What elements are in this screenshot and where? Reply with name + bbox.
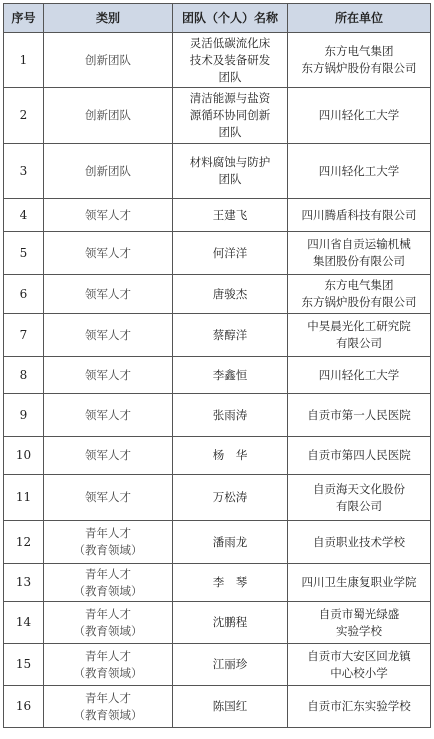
cell-name — [173, 437, 288, 475]
cell-name-line: 杨 华 — [212, 448, 248, 462]
cell-name — [173, 475, 288, 521]
cell-name — [173, 275, 288, 314]
cell-name-line: 蔡醇洋 — [212, 327, 248, 342]
table-row — [4, 686, 431, 728]
cell-name-line: 源循环协同创新 — [189, 108, 271, 122]
cell-name — [173, 602, 288, 644]
cell-category-line: 创新团队 — [85, 108, 131, 122]
cell-category-line: 领军人才 — [85, 407, 131, 422]
cell-category — [44, 394, 173, 437]
cell-no: 7 — [4, 314, 44, 357]
table-row — [4, 644, 431, 686]
cell-category-line: （教育领域） — [73, 707, 143, 722]
cell-category — [44, 199, 173, 232]
table-row — [4, 199, 431, 232]
cell-name-line: 王建飞 — [212, 207, 248, 222]
cell-category-line: 领军人才 — [85, 286, 131, 301]
cell-name-line: 技术及装备研发 — [189, 52, 271, 67]
cell-unit — [288, 199, 431, 232]
table-row — [4, 88, 431, 144]
cell-no: 2 — [4, 88, 44, 144]
cell-name-line: 沈鹏程 — [212, 615, 248, 629]
cell-unit-line: 四川轻化工大学 — [318, 163, 400, 178]
cell-category-line: （教育领域） — [73, 623, 143, 638]
cell-category-line: 创新团队 — [85, 52, 131, 67]
cell-category-line: 青年人才 — [85, 566, 131, 581]
cell-unit — [288, 394, 431, 437]
cell-name — [173, 314, 288, 357]
cell-unit-line: 自贡海天文化股份 — [313, 481, 405, 496]
cell-no: 4 — [4, 199, 44, 232]
table-row — [4, 275, 431, 314]
cell-category-line: 领军人才 — [85, 207, 131, 222]
cell-category — [44, 357, 173, 394]
header-unit: 所在单位 — [288, 4, 431, 33]
cell-no: 11 — [4, 475, 44, 521]
cell-name-line: 清洁能源与盐资 — [189, 91, 271, 105]
cell-category — [44, 144, 173, 199]
cell-unit-line: 实验学校 — [336, 623, 382, 638]
cell-unit — [288, 314, 431, 357]
cell-name-line: 团队 — [218, 172, 242, 186]
cell-name-line: 团队 — [218, 69, 242, 84]
cell-unit — [288, 88, 431, 144]
cell-unit-line: 有限公司 — [336, 336, 382, 350]
cell-no: 12 — [4, 521, 44, 564]
cell-unit — [288, 475, 431, 521]
cell-name-line: 陈国红 — [212, 699, 248, 713]
cell-category — [44, 232, 173, 275]
cell-category-line: 青年人才 — [85, 648, 131, 663]
table-container — [3, 3, 431, 728]
cell-unit-line: 东方锅炉股份有限公司 — [301, 61, 417, 75]
cell-unit-line: 东方电气集团 — [324, 278, 394, 292]
cell-no: 13 — [4, 564, 44, 602]
cell-category — [44, 602, 173, 644]
cell-no: 8 — [4, 357, 44, 394]
cell-name-line: 团队 — [218, 125, 242, 139]
cell-category — [44, 564, 173, 602]
cell-category-line: 创新团队 — [85, 163, 131, 178]
cell-unit-line: 东方锅炉股份有限公司 — [301, 295, 417, 309]
cell-category-line: 领军人才 — [85, 327, 131, 342]
cell-unit-line: 自贡市大安区回龙镇 — [307, 648, 411, 663]
cell-category-line: 青年人才 — [85, 606, 131, 621]
cell-no: 16 — [4, 686, 44, 728]
cell-no: 15 — [4, 644, 44, 686]
cell-unit — [288, 144, 431, 199]
cell-unit-line: 自贡市第四人民医院 — [307, 448, 411, 462]
cell-category-line: 青年人才 — [85, 526, 131, 540]
header-name: 团队（个人）名称 — [173, 4, 288, 33]
table-row — [4, 394, 431, 437]
cell-no: 3 — [4, 144, 44, 199]
cell-unit-line: 四川卫生康复职业学院 — [301, 575, 417, 589]
cell-category-line: 领军人才 — [85, 245, 131, 260]
cell-category — [44, 686, 173, 728]
cell-name-line: 李鑫恒 — [212, 367, 248, 382]
cell-unit-line: 四川腾盾科技有限公司 — [301, 207, 417, 222]
cell-category-line: 青年人才 — [85, 690, 131, 705]
cell-name — [173, 686, 288, 728]
cell-name — [173, 564, 288, 602]
table-row — [4, 521, 431, 564]
cell-unit-line: 四川轻化工大学 — [318, 367, 400, 382]
header-no: 序号 — [4, 4, 44, 33]
cell-unit — [288, 275, 431, 314]
table-row — [4, 357, 431, 394]
cell-no: 1 — [4, 33, 44, 88]
cell-category — [44, 475, 173, 521]
cell-unit-line: 自贡职业技术学校 — [313, 534, 405, 549]
cell-category — [44, 88, 173, 144]
award-list-table — [3, 3, 431, 728]
cell-name — [173, 394, 288, 437]
cell-category-line: 领军人才 — [85, 490, 131, 504]
cell-unit — [288, 33, 431, 88]
table-body — [4, 33, 431, 728]
cell-unit-line: 有限公司 — [336, 498, 382, 513]
header-category: 类别 — [44, 4, 173, 33]
cell-category — [44, 33, 173, 88]
table-row — [4, 232, 431, 275]
cell-category-line: （教育领域） — [73, 583, 143, 598]
cell-unit — [288, 232, 431, 275]
cell-category-line: （教育领域） — [73, 543, 143, 557]
cell-no: 10 — [4, 437, 44, 475]
cell-name — [173, 88, 288, 144]
cell-category — [44, 644, 173, 686]
cell-name — [173, 199, 288, 232]
cell-unit — [288, 686, 431, 728]
table-header-row — [4, 4, 431, 33]
cell-unit-line: 东方电气集团 — [324, 44, 394, 58]
table-row — [4, 602, 431, 644]
cell-unit — [288, 602, 431, 644]
cell-name — [173, 521, 288, 564]
cell-name — [173, 232, 288, 275]
cell-name-line: 唐骏杰 — [212, 286, 248, 301]
cell-name-line: 何洋洋 — [212, 245, 248, 260]
cell-unit-line: 中心校小学 — [330, 665, 388, 680]
cell-unit — [288, 437, 431, 475]
cell-unit-line: 自贡市蜀光绿盛 — [318, 606, 400, 621]
table-row — [4, 437, 431, 475]
cell-unit-line: 四川省自贡运输机械 — [307, 237, 411, 251]
cell-unit-line: 四川轻化工大学 — [318, 108, 400, 122]
cell-unit-line: 自贡市第一人民医院 — [307, 407, 411, 422]
cell-name-line: 灵活低碳流化床 — [189, 35, 271, 50]
table-row — [4, 33, 431, 88]
cell-name — [173, 357, 288, 394]
table-row — [4, 314, 431, 357]
cell-category-line: （教育领域） — [73, 665, 143, 680]
cell-category — [44, 275, 173, 314]
cell-name-line: 潘雨龙 — [212, 534, 248, 549]
cell-category — [44, 437, 173, 475]
cell-name — [173, 644, 288, 686]
table-row — [4, 144, 431, 199]
cell-no: 14 — [4, 602, 44, 644]
table-row — [4, 475, 431, 521]
cell-no: 9 — [4, 394, 44, 437]
cell-no: 6 — [4, 275, 44, 314]
cell-name-line: 江丽珍 — [212, 657, 248, 671]
cell-unit — [288, 521, 431, 564]
cell-name-line: 材料腐蚀与防护 — [189, 155, 271, 169]
cell-unit-line: 集团股份有限公司 — [313, 254, 405, 268]
cell-name-line: 张雨涛 — [212, 407, 248, 422]
cell-unit-line: 自贡市汇东实验学校 — [307, 699, 411, 713]
cell-name-line: 李 琴 — [212, 575, 248, 589]
cell-category-line: 领军人才 — [85, 448, 131, 462]
cell-no: 5 — [4, 232, 44, 275]
cell-unit — [288, 644, 431, 686]
cell-unit — [288, 564, 431, 602]
cell-category-line: 领军人才 — [85, 367, 131, 382]
cell-name — [173, 33, 288, 88]
cell-name-line: 万松涛 — [212, 490, 248, 504]
cell-unit — [288, 357, 431, 394]
table-row — [4, 564, 431, 602]
cell-category — [44, 521, 173, 564]
cell-category — [44, 314, 173, 357]
cell-unit-line: 中昊晨光化工研究院 — [307, 319, 411, 333]
cell-name — [173, 144, 288, 199]
